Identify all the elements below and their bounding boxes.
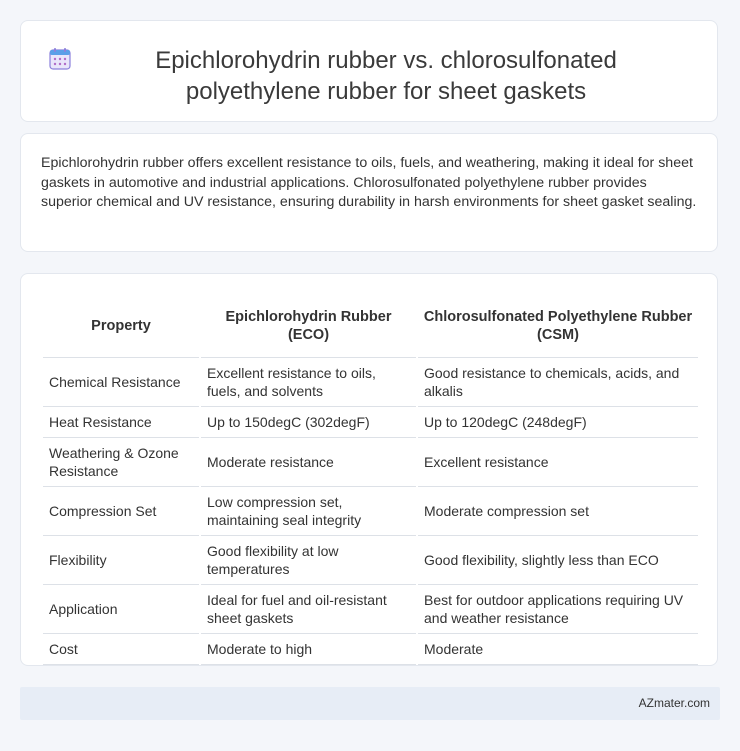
header-eco: Epichlorohydrin Rubber (ECO) (200, 296, 417, 357)
table-cell: Cost (43, 633, 200, 664)
table-cell: Excellent resistance (417, 437, 698, 486)
table-cell: Good resistance to chemicals, acids, and alkalis (417, 357, 698, 406)
table-cell: Chemical Resistance (43, 357, 200, 406)
description-text: Epichlorohydrin rubber offers excellent resistance to oils, fuels, and weathering, making it ideal for sheet gaskets in automotive and industrial applications. Chlorosulfonated polyethylene rubber provides superior chemical and UV resistance, ensuring durability in harsh environments for sheet gasket sealing. (41, 155, 697, 210)
table-row (43, 633, 698, 664)
title-card (20, 20, 718, 122)
table-row (43, 486, 698, 535)
table-row (43, 437, 698, 486)
table-cell: Ideal for fuel and oil-resistant sheet gaskets (200, 584, 417, 633)
page-title: Epichlorohydrin rubber vs. chlorosulfonated polyethylene rubber for sheet gaskets (155, 47, 617, 105)
table-header-row (43, 296, 698, 357)
header-property: Property (43, 296, 200, 357)
table-cell: Moderate (417, 633, 698, 664)
description-card (20, 133, 718, 252)
footer-bar (20, 687, 720, 720)
table-cell: Application (43, 584, 200, 633)
table-cell: Moderate to high (200, 633, 417, 664)
table-cell: Flexibility (43, 535, 200, 584)
table-cell: Moderate compression set (417, 486, 698, 535)
table-row (43, 584, 698, 633)
table-row (43, 357, 698, 406)
header-csm: Chlorosulfonated Polyethylene Rubber (CSM) (417, 296, 698, 357)
table-cell: Good flexibility at low temperatures (200, 535, 417, 584)
table-row (43, 406, 698, 437)
table-cell: Low compression set, maintaining seal integrity (200, 486, 417, 535)
table-cell: Up to 120degC (248degF) (417, 406, 698, 437)
table-cell: Weathering & Ozone Resistance (43, 437, 200, 486)
footer-site-link[interactable]: AZmater.com (638, 696, 710, 710)
comparison-table (43, 296, 698, 665)
table-cell: Best for outdoor applications requiring UV and weather resistance (417, 584, 698, 633)
table-cell: Up to 150degC (302degF) (200, 406, 417, 437)
table-row (43, 535, 698, 584)
comparison-card (20, 273, 718, 666)
table-cell: Moderate resistance (200, 437, 417, 486)
table-cell: Good flexibility, slightly less than ECO (417, 535, 698, 584)
table-cell: Excellent resistance to oils, fuels, and solvents (200, 357, 417, 406)
table-cell: Compression Set (43, 486, 200, 535)
table-cell: Heat Resistance (43, 406, 200, 437)
